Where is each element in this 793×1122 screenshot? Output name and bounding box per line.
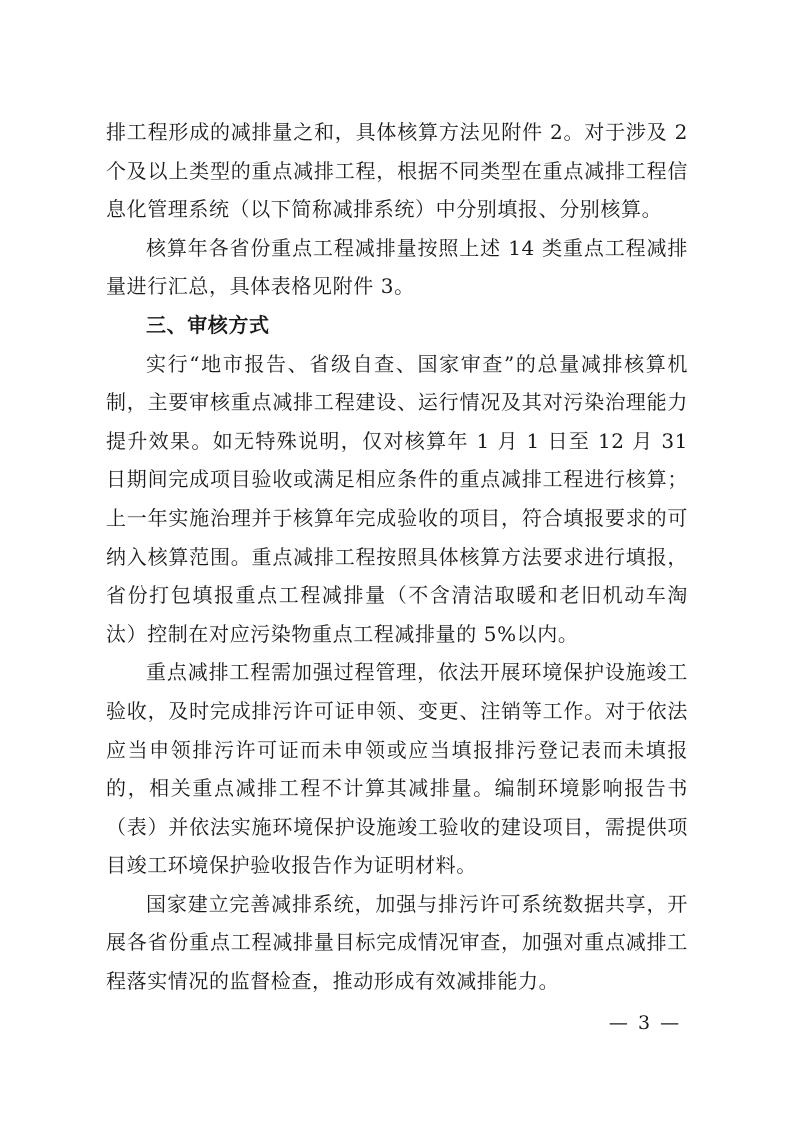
paragraph-review-mechanism: 实行“地市报告、省级自查、国家审查”的总量减排核算机制，主要审核重点减排工程建设、运行情况及其对污染治理能力提升效果。如无特殊说明，仅对核算年 1 月 1 日至 12 月 31 日期间完成项目验收或满足相应条件的重点减排工程进行核算；上一年实施治理并于核算年完成验收的项目，符合填报要求的可纳入核算范围。重点减排工程按照具体核算方法要求进行填报，省份打包填报重点工程减排量（不含清洁取暖和老旧机动车淘汰）控制在对应污染物重点工程减排量的 5%以内。	[106, 351, 688, 646]
page-number: — 3 —	[608, 1012, 682, 1034]
section-heading: 三、审核方式	[146, 312, 270, 337]
paragraph-summary: 核算年各省份重点工程减排量按照上述 14 类重点工程减排量进行汇总，具体表格见附件 3。	[106, 235, 688, 299]
paragraph-continuation: 排工程形成的减排量之和，具体核算方法见附件 2。对于涉及 2 个及以上类型的重点减排工程，根据不同类型在重点减排工程信息化管理系统（以下简称减排系统）中分别填报、分别核算。	[106, 120, 688, 222]
document-body	[106, 113, 688, 1001]
paragraph-process-management: 重点减排工程需加强过程管理，依法开展环境保护设施竣工验收，及时完成排污许可证申领、变更、注销等工作。对于依法应当申领排污许可证而未申领或应当填报排污登记表而未填报的，相关重点减排工程不计算其减排量。编制环境影响报告书（表）并依法实施环境保护设施竣工验收的建设项目，需提供项目竣工环境保护验收报告作为证明材料。	[106, 660, 688, 878]
paragraph-national-system: 国家建立完善减排系统，加强与排污许可系统数据共享，开展各省份重点工程减排量目标完成情况审查，加强对重点减排工程落实情况的监督检查，推动形成有效减排能力。	[106, 891, 688, 994]
